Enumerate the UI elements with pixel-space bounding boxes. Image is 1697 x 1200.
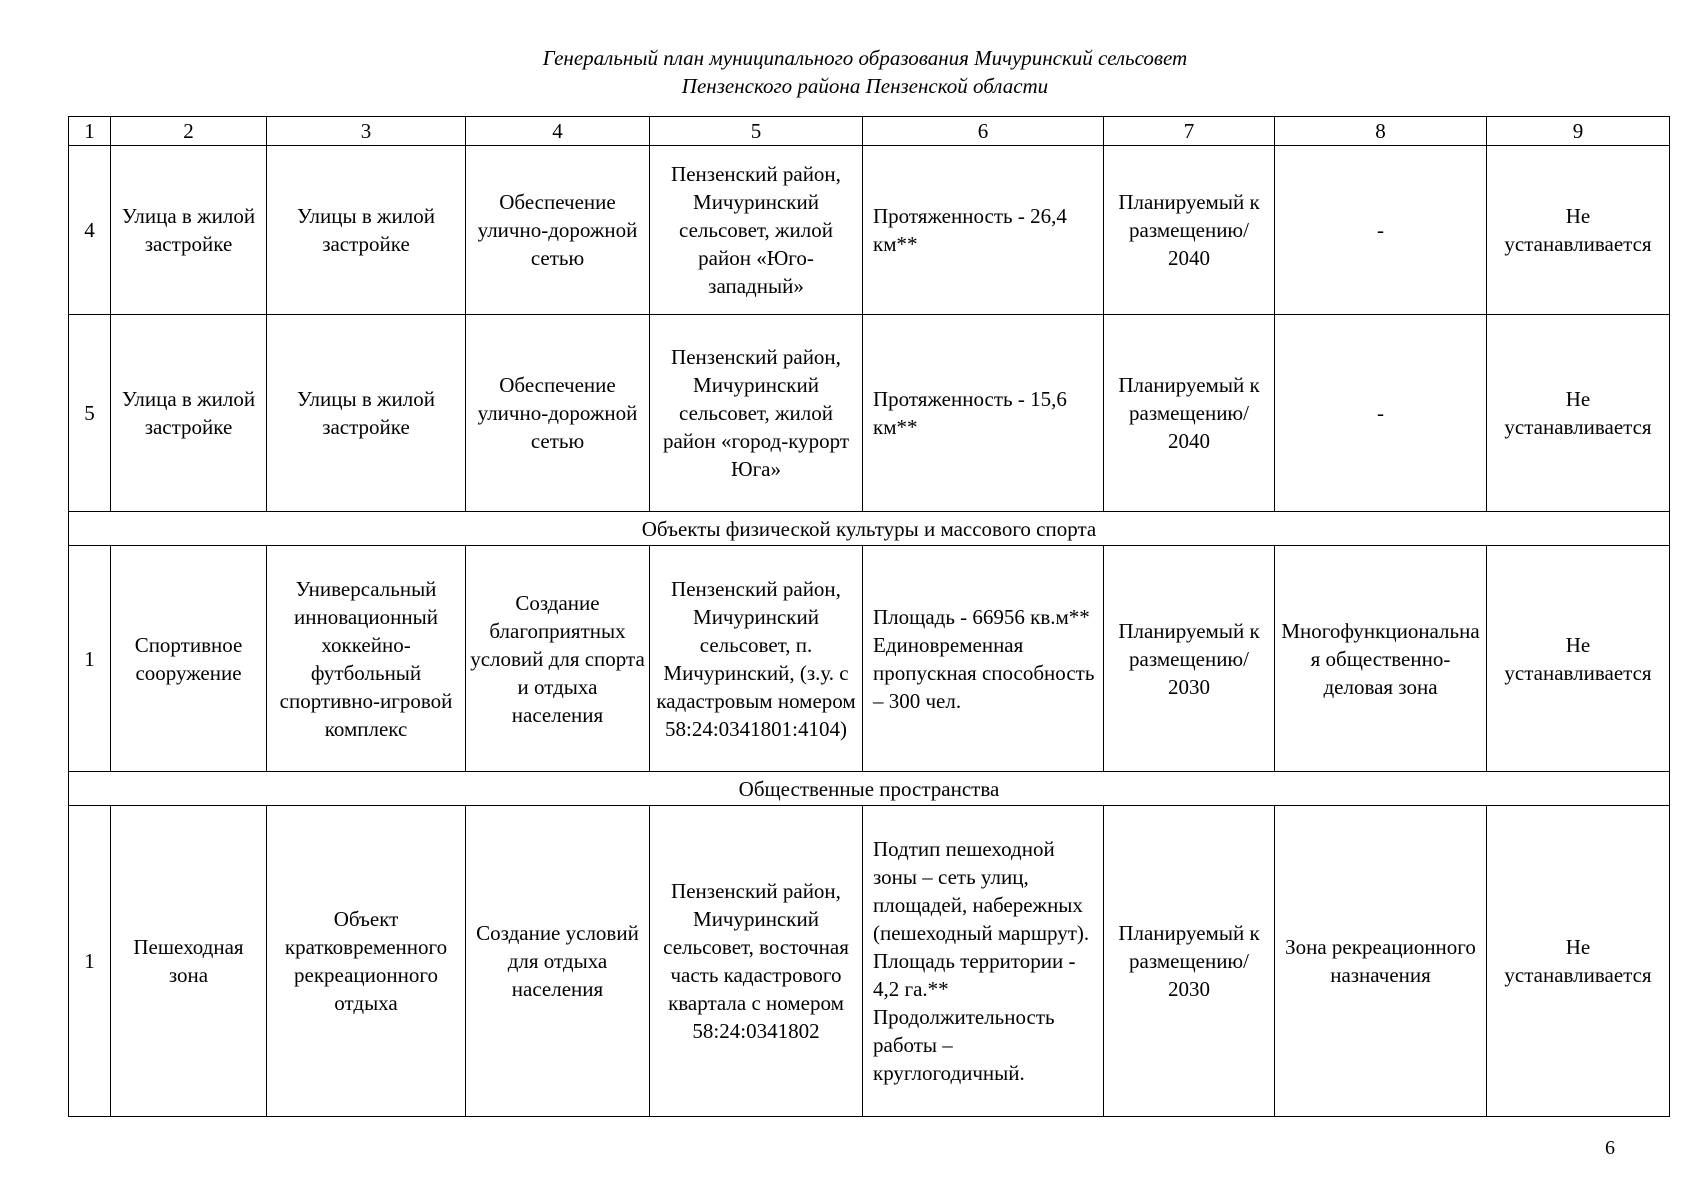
column-number: 1 bbox=[69, 117, 111, 146]
zone-cell: Многофункциональная общественно-деловая зона bbox=[1275, 546, 1487, 772]
section-title-sport: Объекты физической культуры и массового спорта bbox=[69, 512, 1670, 546]
object-type-cell: Пешеходная зона bbox=[111, 806, 267, 1117]
row-number-cell: 4 bbox=[69, 146, 111, 315]
restrictions-cell: Не устанавливается bbox=[1487, 315, 1670, 512]
restrictions-cell: Не устанавливается bbox=[1487, 546, 1670, 772]
location-cell: Пензенский район, Мичуринский сельсовет, жилой район «Юго-западный» bbox=[650, 146, 863, 315]
column-number: 5 bbox=[650, 117, 863, 146]
location-cell: Пензенский район, Мичуринский сельсовет, жилой район «город-курорт Юга» bbox=[650, 315, 863, 512]
status-cell: Планируемый к размещению/ 2040 bbox=[1104, 146, 1275, 315]
row-number-cell: 1 bbox=[69, 546, 111, 772]
header-line-1: Генеральный план муниципального образования Мичуринский сельсовет bbox=[542, 46, 1188, 70]
object-name-cell: Универсальный инновационный хоккейно-футбольный спортивно-игровой комплекс bbox=[267, 546, 466, 772]
purpose-cell: Создание условий для отдыха населения bbox=[466, 806, 650, 1117]
column-number: 8 bbox=[1275, 117, 1487, 146]
characteristics-cell: Протяженность - 26,4 км** bbox=[863, 146, 1104, 315]
section-title-public: Общественные пространства bbox=[69, 772, 1670, 806]
zone-cell: Зона рекреационного назначения bbox=[1275, 806, 1487, 1117]
column-number-row bbox=[69, 117, 1670, 146]
column-number: 7 bbox=[1104, 117, 1275, 146]
column-number: 6 bbox=[863, 117, 1104, 146]
section-header-row bbox=[69, 512, 1670, 546]
object-name-cell: Улицы в жилой застройке bbox=[267, 146, 466, 315]
section-header-row bbox=[69, 772, 1670, 806]
object-name-cell: Объект кратковременного рекреационного отдыха bbox=[267, 806, 466, 1117]
column-number: 9 bbox=[1487, 117, 1670, 146]
location-cell: Пензенский район, Мичуринский сельсовет, восточная часть кадастрового квартала с номером 58:24:0341802 bbox=[650, 806, 863, 1117]
purpose-cell: Создание благоприятных условий для спорта и отдыха населения bbox=[466, 546, 650, 772]
status-cell: Планируемый к размещению/ 2030 bbox=[1104, 546, 1275, 772]
characteristics-cell: Подтип пешеходной зоны – сеть улиц, площадей, набережных (пешеходный маршрут). Площадь территории - 4,2 га.** Продолжительность работы – круглогодичный. bbox=[863, 806, 1104, 1117]
table-row bbox=[69, 546, 1670, 772]
row-number-cell: 1 bbox=[69, 806, 111, 1117]
row-number-cell: 5 bbox=[69, 315, 111, 512]
document-header bbox=[0, 44, 1697, 100]
purpose-cell: Обеспечение улично-дорожной сетью bbox=[466, 146, 650, 315]
characteristics-cell: Протяженность - 15,6 км** bbox=[863, 315, 1104, 512]
objects-table bbox=[68, 116, 1670, 1117]
table-row bbox=[69, 806, 1670, 1117]
status-cell: Планируемый к размещению/ 2030 bbox=[1104, 806, 1275, 1117]
status-cell: Планируемый к размещению/ 2040 bbox=[1104, 315, 1275, 512]
page-number: 6 bbox=[1605, 1137, 1615, 1159]
zone-cell: - bbox=[1275, 146, 1487, 315]
object-type-cell: Улица в жилой застройке bbox=[111, 146, 267, 315]
restrictions-cell: Не устанавливается bbox=[1487, 146, 1670, 315]
object-type-cell: Улица в жилой застройке bbox=[111, 315, 267, 512]
table-row bbox=[69, 146, 1670, 315]
header-line-2: Пензенского района Пензенской области bbox=[681, 74, 1049, 98]
object-type-cell: Спортивное сооружение bbox=[111, 546, 267, 772]
column-number: 3 bbox=[267, 117, 466, 146]
restrictions-cell: Не устанавливается bbox=[1487, 806, 1670, 1117]
location-cell: Пензенский район, Мичуринский сельсовет, п. Мичуринский, (з.у. с кадастровым номером 58:24:0341801:4104) bbox=[650, 546, 863, 772]
characteristics-cell: Площадь - 66956 кв.м** Единовременная пропускная способность – 300 чел. bbox=[863, 546, 1104, 772]
object-name-cell: Улицы в жилой застройке bbox=[267, 315, 466, 512]
zone-cell: - bbox=[1275, 315, 1487, 512]
table-row bbox=[69, 315, 1670, 512]
column-number: 2 bbox=[111, 117, 267, 146]
column-number: 4 bbox=[466, 117, 650, 146]
purpose-cell: Обеспечение улично-дорожной сетью bbox=[466, 315, 650, 512]
